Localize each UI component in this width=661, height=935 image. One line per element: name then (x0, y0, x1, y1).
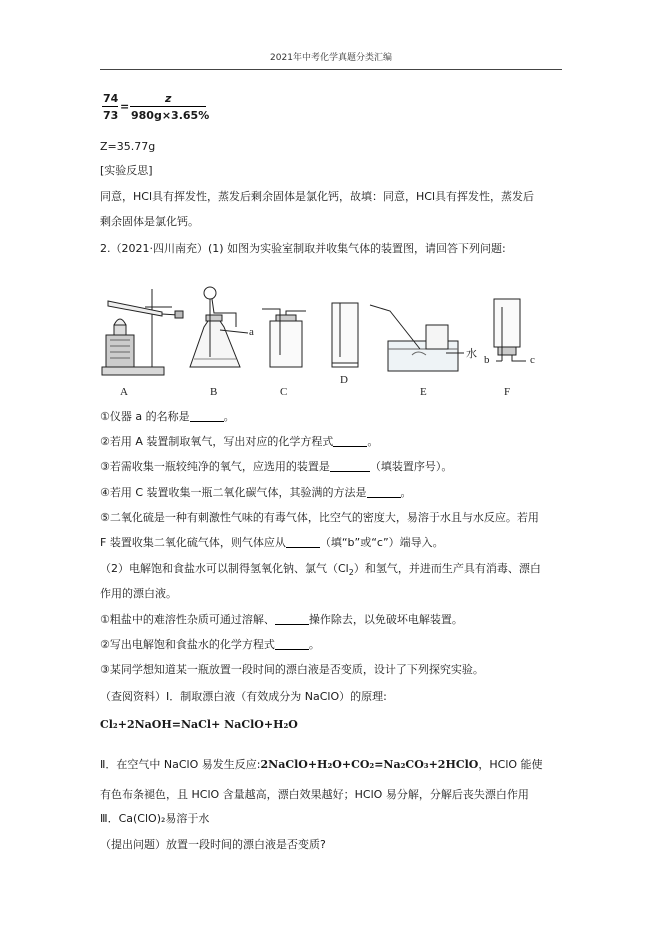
fraction-left-bar (102, 106, 118, 107)
chemical-equation-1: Cl₂+2NaOH=NaCl+ NaClO+H₂O (100, 718, 298, 731)
result-line: Z=35.77g (100, 140, 156, 153)
question-item-3: ③若需收集一瓶较纯净的氧气，应选用的装置是 （填装置序号）。 (100, 460, 453, 473)
question-item-4: ④若用 C 装置收集一瓶二氧化碳气体，其验满的方法是 。 (100, 486, 412, 499)
apparatus-illustration (100, 285, 560, 400)
apparatus-d (332, 303, 358, 367)
label-b: b (484, 354, 490, 366)
answer-blank (367, 486, 401, 498)
apparatus-diagram (100, 285, 560, 400)
apparatus-b (190, 287, 248, 367)
apparatus-f (494, 299, 526, 361)
label-c: c (530, 354, 535, 366)
question-item-1: ①仪器 a 的名称是 。 (100, 410, 235, 423)
apparatus-e (370, 305, 464, 371)
part-2-item-2: ②写出电解饱和食盐水的化学方程式 。 (100, 638, 320, 651)
reference-info-2: Ⅱ．在空气中 NaClO 易发生反应:2NaClO+H₂O+CO₂=Na₂CO₃+2HClO，HClO 能使 (100, 758, 543, 771)
reference-info-2-continued: 有色布条褪色，且 HClO 含量越高，漂白效果越好；HClO 易分解，分解后丧失漂白作用 (100, 788, 529, 801)
research-question: （提出问题）放置一段时间的漂白液是否变质? (100, 838, 326, 851)
apparatus-c (262, 309, 306, 367)
label-apparatus-a: A (120, 386, 128, 398)
reflection-line-1: 同意，HCl具有挥发性，蒸发后剩余固体是氯化钙，故填：同意，HCl具有挥发性，蒸发后 (100, 190, 535, 203)
part-2-item-1: ①粗盐中的难溶性杂质可通过溶解、 操作除去，以免破坏电解装置。 (100, 613, 463, 626)
label-a: a (249, 326, 254, 338)
part-2-line-2: 作用的漂白液。 (100, 587, 177, 600)
label-water: 水 (466, 348, 477, 360)
answer-blank (190, 410, 224, 422)
label-apparatus-c: C (280, 386, 288, 398)
reflection-line-2: 剩余固体是氯化钙。 (100, 215, 199, 228)
label-apparatus-b: B (210, 386, 218, 398)
label-apparatus-e: E (420, 386, 427, 398)
question-item-2: ②若用 A 装置制取氧气，写出对应的化学方程式 。 (100, 435, 379, 448)
part-2-item-3: ③某同学想知道某一瓶放置一段时间的漂白液是否变质，设计了下列探究实验。 (100, 663, 484, 676)
fraction-right-bar (130, 106, 206, 107)
fraction-right-denominator: 980g×3.65% (131, 109, 210, 122)
question-item-5-line-2: F 装置收集二氧化硫气体，则气体应从 （填“b”或“c”）端导入。 (100, 536, 444, 549)
reference-info-1: （查阅资料）Ⅰ．制取漂白液（有效成分为 NaClO）的原理: (100, 690, 387, 703)
answer-blank (333, 435, 367, 447)
answer-blank (275, 613, 309, 625)
fraction-left-numerator: 74 (103, 92, 119, 105)
chemical-equation-2: 2NaClO+H₂O+CO₂=Na₂CO₃+2HClO (260, 758, 479, 771)
apparatus-a (102, 289, 183, 375)
reflection-title: [实验反思] (100, 164, 153, 177)
answer-blank (330, 460, 370, 472)
fraction-left-denominator: 73 (103, 109, 119, 122)
reference-info-3: Ⅲ．Ca(ClO)₂易溶于水 (100, 812, 210, 825)
label-apparatus-f: F (504, 386, 511, 398)
label-apparatus-d: D (340, 374, 348, 386)
page-header: 2021年中考化学真题分类汇编 (100, 50, 562, 70)
fraction-right-numerator: z (165, 92, 172, 105)
answer-blank (286, 536, 320, 548)
question-item-5-line-1: ⑤二氧化硫是一种有刺激性气味的有毒气体，比空气的密度大，易溶于水且与水反应。若用 (100, 511, 539, 524)
part-2-line-1: （2）电解饱和食盐水可以制得氢氧化钠、氯气$(Cl_2)$和氢气，并进而生产具有消毒、漂白 (100, 562, 541, 578)
equals-sign: = (120, 100, 130, 113)
answer-blank (275, 638, 309, 650)
question-2-intro: 2.（2021·四川南充）(1) 如图为实验室制取并收集气体的装置图，请回答下列问题: (100, 242, 506, 255)
